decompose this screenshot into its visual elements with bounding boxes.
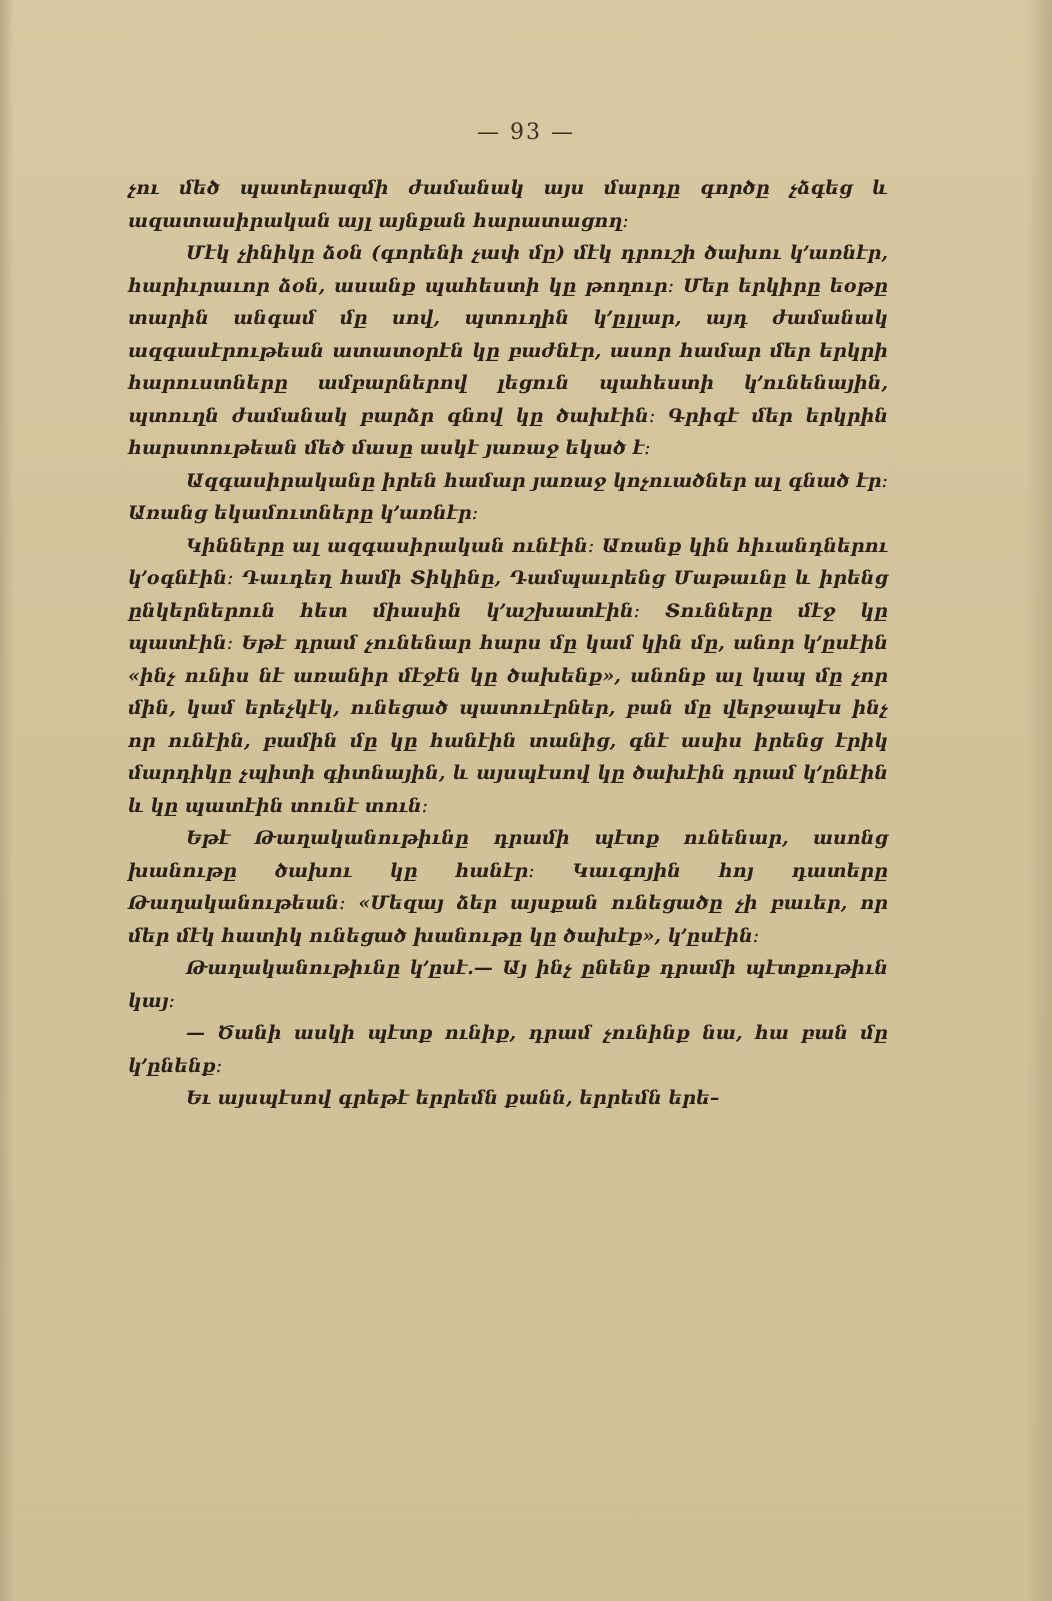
paragraph-1: չու մեծ պատերազմի ժամանակ այս մարդը գործը չձգեց և ազատասիրական այլ այնքան հարատացող։	[128, 177, 888, 232]
paragraph-3: Ազգասիրականը իրեն համար յառաջ կոչուածներ ալ գնած էր։ Առանց եկամուտները կ՚առնէր։	[128, 469, 888, 524]
paragraph-8: Եւ այսպէսով գրեթէ երրեմն քանն, երրեմն երե–	[186, 1087, 720, 1109]
paragraph-5: Եթէ Թաղականութիւնը դրամի պէտք ունենար, ասոնց խանութը ծախու կը հանէր։ Կաւգոյին հոյ դատերը Թաղականութեան։ «Մեզայ ձեր այսքան ունեցածը չի բաւեր, որ մեր մէկ հատիկ ունեցած խանութը կը ծախէք», կ՚ըսէին։	[128, 827, 888, 947]
paragraph-4: Կինները ալ ազգասիրական ունէին։ Առանք կին հիւանդներու կ՚օգնէին։ Դաւդեղ համի Տիկինը, Դամպաւրենց Մաթաւնը և իրենց ընկերներուն հետ միասին կ՚աշխատէին։ Տունները մէջ կը պատէին։ Եթէ դրամ չունենար հարս մը կամ կին մը, անոր կ՚ըսէին «ինչ ունիս նէ առանիր մէջէն կը ծախենք», անոնք ալ կապ մը չոր մին, կամ երեչկէկ, ունեցած պատուէրներ, բան մը վերջապէս ինչ որ ունէին, բամին մը կը հանէին տանից, գնէ ասիս իրենց էրիկ մարդիկը չպիտի գիտնային, և այսպէսով կը ծախէին դրամ կ՚ընէին և կը պատէին տունէ տուն։	[128, 534, 888, 817]
page-number: — 93 —	[477, 120, 575, 145]
page-edge-shadow-left	[0, 0, 14, 1601]
paragraph-2: Մէկ չինիկը ձօն (գորենի չափ մը) մէկ դրուշի ծախու կ՚առնէր, հարիւրաւոր ձօն, ասանք պահեստի կը թողուր։ Մեր երկիրը եօթը տարին անգամ մը սով, պտուղին կ՚ըլլար, այդ ժամանակ ազգասէրութեան ատատօրէն կը բաժնէր, ասոր համար մեր երկրի հարուստները ամբարներով լեցուն պահեստի կ՚ունենային, պտուղն ժամանակ բարձր գնով կը ծախէին։ Գրիգէ մեր երկրին հարստութեան մեծ մասը ասկէ յառաջ եկած է։	[128, 242, 888, 459]
page-edge-shadow-right	[1026, 0, 1052, 1601]
paragraph-7: — Ծանի ասկի պէտք ունիք, դրամ չունինք նա, հա բան մը կ՚ընենք։	[128, 1022, 888, 1077]
body-text	[128, 172, 888, 1115]
paragraph-6: Թաղականութիւնը կ՚ըսէ.— Այ ինչ ընենք դրամի պէտքութիւն կայ։	[128, 957, 888, 1012]
